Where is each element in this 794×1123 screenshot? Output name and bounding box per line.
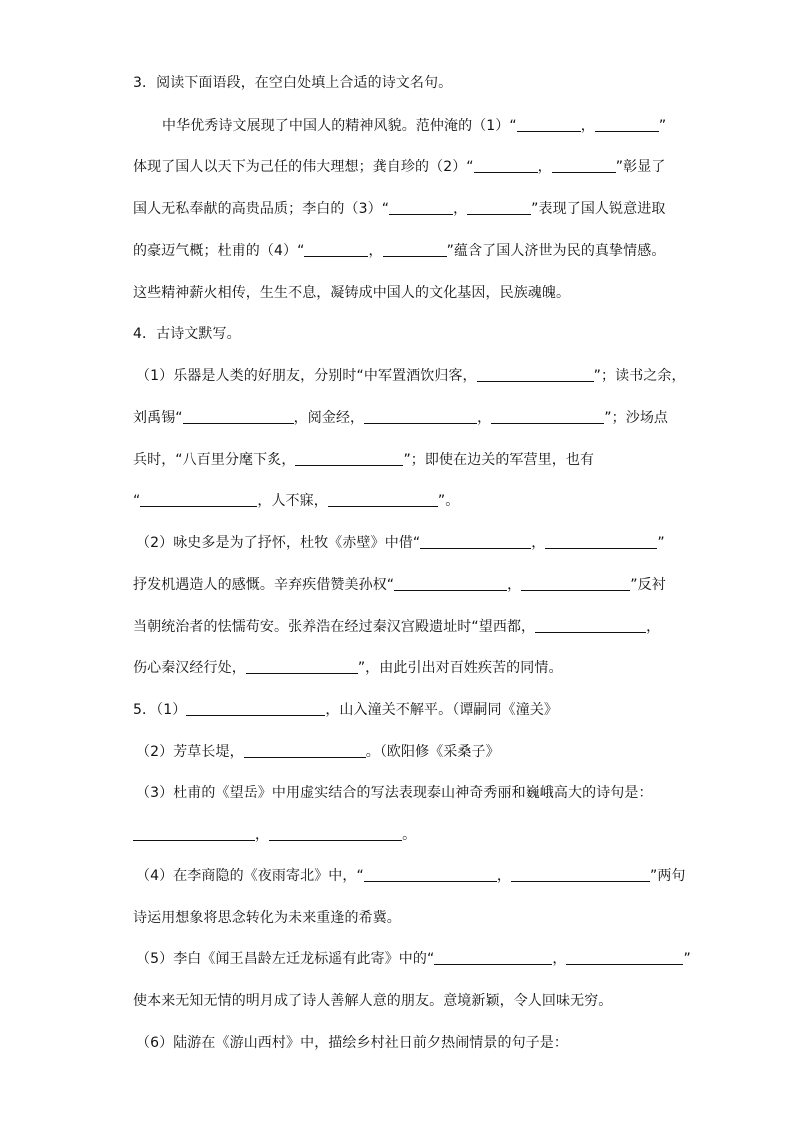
text-segment: “ xyxy=(133,493,141,509)
answer-blank[interactable] xyxy=(474,158,538,173)
text-segment: 国人无私奉献的高贵品质；李白的（3）“ xyxy=(133,201,390,217)
q5-2-line xyxy=(136,742,500,762)
text-segment: （2）咏史多是为了抒怀，杜牧《赤壁》中借“ xyxy=(136,535,421,551)
q3-line-4 xyxy=(133,241,665,261)
q4-heading xyxy=(133,324,241,344)
answer-blank[interactable] xyxy=(552,158,616,173)
q5-5-line-1 xyxy=(136,949,691,969)
answer-blank[interactable] xyxy=(133,826,255,841)
answer-blank[interactable] xyxy=(389,200,453,215)
answer-blank[interactable] xyxy=(545,534,657,549)
answer-blank[interactable] xyxy=(491,409,604,424)
answer-blank[interactable] xyxy=(364,409,477,424)
text-segment: （1）乐器是人类的好朋友，分别时“中军置酒饮归客， xyxy=(136,368,477,384)
text-segment: ， xyxy=(580,118,595,134)
q3-line-5 xyxy=(133,283,570,303)
text-segment: 体现了国人以天下为己任的伟大理想；龚自珍的（2）“ xyxy=(133,159,474,175)
text-segment: （5）李白《闻王昌龄左迁龙标遥有此寄》中的“ xyxy=(136,951,435,967)
text-segment: 的豪迈气概；杜甫的（4）“ xyxy=(133,243,305,259)
q4-1-line-1 xyxy=(136,366,686,386)
q4-1-line-3 xyxy=(133,450,594,470)
text-segment: 伤心秦汉经行处， xyxy=(133,660,246,676)
answer-blank[interactable] xyxy=(511,867,650,882)
answer-blank[interactable] xyxy=(140,492,257,507)
text-segment: ” xyxy=(657,535,665,551)
text-segment: ， xyxy=(477,410,492,426)
text-segment: ” xyxy=(658,118,667,134)
text-segment: ， xyxy=(453,201,468,217)
answer-blank[interactable] xyxy=(328,492,438,507)
text-segment: 4．古诗文默写。 xyxy=(133,326,241,342)
text-segment: ”蕴含了国人济世为民的真挚情感。 xyxy=(446,243,666,259)
answer-blank[interactable] xyxy=(517,117,581,132)
text-segment: （4）在李商隐的《夜雨寄北》中，“ xyxy=(136,868,364,884)
text-segment: ”彰显了 xyxy=(615,159,666,175)
text-segment: 诗运用想象将思念转化为未来重逢的希冀。 xyxy=(133,910,401,926)
text-segment: 抒发机遇造人的感慨。辛弃疾借赞美孙权“ xyxy=(133,577,395,593)
text-segment: ，阅金经， xyxy=(293,410,365,426)
text-segment: 5．（1） xyxy=(133,702,187,718)
text-segment: 这些精神薪火相传，生生不息，凝铸成中国人的文化基因，民族魂魄。 xyxy=(133,285,571,301)
text-segment: ，山入潼关不解平。（谭嗣同《潼关》 xyxy=(325,702,559,718)
text-segment: （3）杜甫的《望岳》中用虚实结合的写法表现泰山神奇秀丽和巍峨高大的诗句是： xyxy=(136,785,653,801)
text-segment: ”反衬 xyxy=(630,577,666,593)
text-segment: ”。 xyxy=(437,493,460,509)
answer-blank[interactable] xyxy=(467,200,531,215)
q3-line-2 xyxy=(133,157,665,177)
q5-6-line-1 xyxy=(136,1033,568,1053)
text-segment: 刘禹锡“ xyxy=(133,410,183,426)
text-segment: 使本来无知无情的明月成了诗人善解人意的朋友。意境新颖，令人回味无穷。 xyxy=(133,993,613,1009)
answer-blank[interactable] xyxy=(269,826,402,841)
q4-1-line-4 xyxy=(133,491,459,511)
text-segment: 兵时，“八百里分麾下炙， xyxy=(133,452,296,468)
text-segment: ， xyxy=(537,159,552,175)
answer-blank[interactable] xyxy=(186,701,325,716)
text-segment: ，人不寐， xyxy=(257,493,328,509)
text-segment: ， xyxy=(646,619,661,635)
q5-5-line-2 xyxy=(133,991,612,1011)
q5-1-line xyxy=(133,700,558,720)
text-segment: 当朝统治者的怯懦苟安。张养浩在经过秦汉宫殿遗址时“望西都， xyxy=(133,619,536,635)
answer-blank[interactable] xyxy=(535,618,646,633)
q4-2-line-3 xyxy=(133,617,660,637)
answer-blank[interactable] xyxy=(434,950,552,965)
text-segment: ， xyxy=(531,535,546,551)
text-segment: ， xyxy=(255,827,270,843)
answer-blank[interactable] xyxy=(521,576,630,591)
answer-blank[interactable] xyxy=(477,367,594,382)
answer-blank[interactable] xyxy=(304,242,368,257)
answer-blank[interactable] xyxy=(420,534,531,549)
text-segment: （6）陆游在《游山西村》中，描绘乡村社日前夕热闹情景的句子是： xyxy=(136,1035,569,1051)
answer-blank[interactable] xyxy=(383,242,447,257)
text-segment: ”表现了国人锐意进取 xyxy=(531,201,666,217)
q4-2-line-2 xyxy=(133,575,666,595)
answer-blank[interactable] xyxy=(394,576,507,591)
text-segment: （2）芳草长堤， xyxy=(136,744,244,760)
answer-blank[interactable] xyxy=(246,659,358,674)
q4-2-line-4 xyxy=(133,658,563,678)
text-segment: ”；即使在边关的军营里，也有 xyxy=(403,452,595,468)
answer-blank[interactable] xyxy=(595,117,659,132)
text-segment: 。 xyxy=(402,827,417,843)
answer-blank[interactable] xyxy=(295,451,403,466)
text-segment: 。（欧阳修《采桑子》 xyxy=(365,744,500,760)
q3-line-3 xyxy=(133,199,665,219)
answer-blank[interactable] xyxy=(566,950,683,965)
answer-blank[interactable] xyxy=(183,409,294,424)
q5-3-line-1 xyxy=(136,783,653,803)
q5-4-line-1 xyxy=(136,866,686,886)
q4-1-line-2 xyxy=(133,408,668,428)
text-segment: 3．阅读下面语段，在空白处填上合适的诗文名句。 xyxy=(133,75,453,91)
text-segment: ， xyxy=(507,577,522,593)
answer-blank[interactable] xyxy=(364,867,497,882)
q5-3-line-2 xyxy=(133,825,416,845)
text-segment: ， xyxy=(368,243,383,259)
text-segment: ”；读书之余， xyxy=(593,368,686,384)
q3-line-1 xyxy=(162,116,666,136)
q3-heading xyxy=(133,73,452,93)
text-segment: ”；沙场点 xyxy=(604,410,669,426)
answer-blank[interactable] xyxy=(244,743,366,758)
text-segment: 中华优秀诗文展现了中国人的精神风貌。范仲淹的（1）“ xyxy=(162,118,517,134)
text-segment: ”，由此引出对百姓疾苦的同情。 xyxy=(357,660,563,676)
q5-4-line-2 xyxy=(133,908,401,928)
text-segment: ”两句 xyxy=(649,868,686,884)
text-segment: ， xyxy=(496,868,511,884)
text-segment: ， xyxy=(552,951,567,967)
text-segment: ” xyxy=(683,951,691,967)
q4-2-line-1 xyxy=(136,533,665,553)
